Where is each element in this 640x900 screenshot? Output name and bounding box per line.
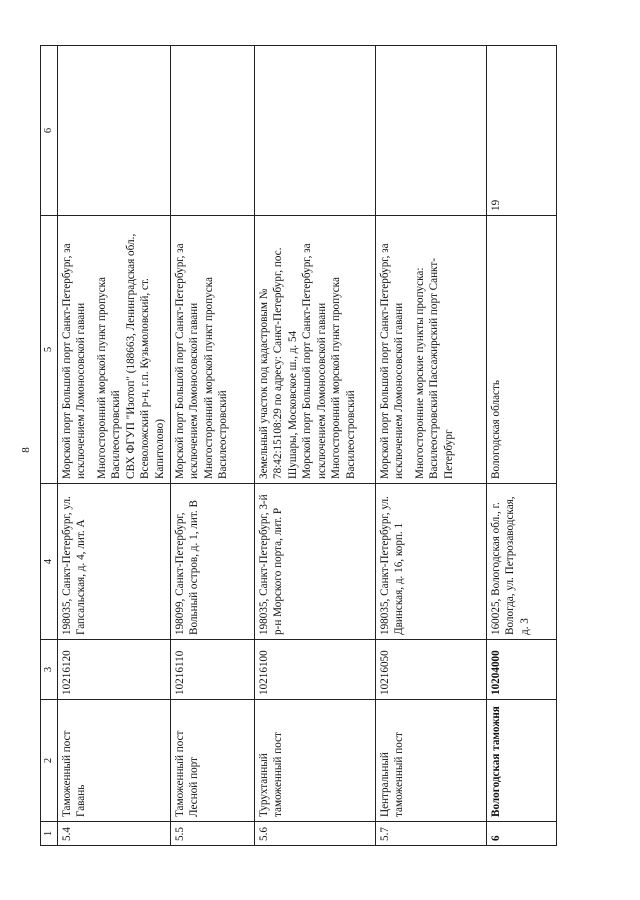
- row-number: 5.7: [375, 822, 486, 846]
- column-header: 4: [41, 484, 58, 640]
- column-header: 1: [41, 822, 58, 846]
- control-point: Морской порт Большой порт Санкт-Петербург, за исключением Ломоносовской гавани: [301, 243, 328, 479]
- control-points: [57, 216, 170, 484]
- row-number: 5.5: [170, 822, 254, 846]
- post-name: Турухтанный таможенный пост: [254, 700, 375, 822]
- post-code: 10216110: [170, 640, 254, 700]
- row-number: 5.4: [57, 822, 170, 846]
- rotated-table-area: [40, 46, 548, 846]
- page-number: 8: [20, 447, 32, 453]
- row-number: 6: [486, 822, 556, 846]
- control-point: Морской порт Большой порт Санкт-Петербург, за исключением Ломоносовской гавани: [60, 243, 88, 479]
- post-code: 10204000: [486, 640, 556, 700]
- post-code: 10216050: [375, 640, 486, 700]
- column-6-cell: [254, 46, 375, 216]
- control-point: Многосторонние морские пункты пропуска: Василеостровский Пассажирский порт Санкт-Петербург: [413, 258, 455, 479]
- control-point: СВХ ФГУП "Изотоп" (188663, Ленинградская обл., Всеволожский р-н, г.п. Кузьмоловский, ст. Капитолово): [124, 233, 167, 479]
- control-points: [254, 216, 375, 484]
- post-name: Таможенный пост Гавань: [57, 700, 170, 822]
- control-point: Многосторонний морской пункт пропуска Василеостровский: [95, 277, 123, 479]
- table-row: [486, 46, 556, 846]
- column-6-cell: [170, 46, 254, 216]
- post-name: Таможенный пост Лесной порт: [170, 700, 254, 822]
- control-point: Морской порт Большой порт Санкт-Петербург, за исключением Ломоносовской гавани: [378, 243, 406, 479]
- column-6-cell: [375, 46, 486, 216]
- post-address: 198099, Санкт-Петербург, Вольный остров, д. 1, лит. В: [170, 484, 254, 640]
- control-point: Морской порт Большой порт Санкт-Петербург, за исключением Ломоносовской гавани: [173, 243, 201, 479]
- control-points: [486, 216, 556, 484]
- control-point: Многосторонний морской пункт пропуска Василеостровский: [330, 277, 357, 479]
- post-address: 160025, Вологодская обл., г. Вологда, ул. Петрозаводская, д. 3: [486, 484, 556, 640]
- control-points: [170, 216, 254, 484]
- post-name: Центральный таможенный пост: [375, 700, 486, 822]
- customs-posts-table: [40, 45, 557, 846]
- column-6-cell: 19: [486, 46, 556, 216]
- post-code: 10216120: [57, 640, 170, 700]
- table-row: [254, 46, 375, 846]
- control-point: Земельный участок под кадастровым № 78:42:15108:29 по адресу: Санкт-Петербург, пос. Шушары, Московское ш., д. 54: [257, 247, 299, 479]
- table-row: [170, 46, 254, 846]
- post-name: Вологодская таможня: [486, 700, 556, 822]
- table-row: [375, 46, 486, 846]
- column-6-cell: [57, 46, 170, 216]
- control-point: Вологодская область: [489, 379, 502, 479]
- post-address: 198035, Санкт-Петербург, ул. Двинская, д. 16, корп. 1: [375, 484, 486, 640]
- post-code: 10216100: [254, 640, 375, 700]
- header-row: [41, 46, 58, 846]
- column-header: 5: [41, 216, 58, 484]
- control-point: Многосторонний морской пункт пропуска Василеостровский: [202, 277, 230, 479]
- row-number: 5.6: [254, 822, 375, 846]
- column-header: 6: [41, 46, 58, 216]
- column-header: 3: [41, 640, 58, 700]
- column-header: 2: [41, 700, 58, 822]
- post-address: 198035, Санкт-Петербург, ул. Гапсальская, д. 4, лит. А: [57, 484, 170, 640]
- control-points: [375, 216, 486, 484]
- table-row: [57, 46, 170, 846]
- post-address: 198035, Санкт-Петербург, 3-й р-н Морского порта, лит. Р: [254, 484, 375, 640]
- table-rotation-frame: [40, 46, 548, 846]
